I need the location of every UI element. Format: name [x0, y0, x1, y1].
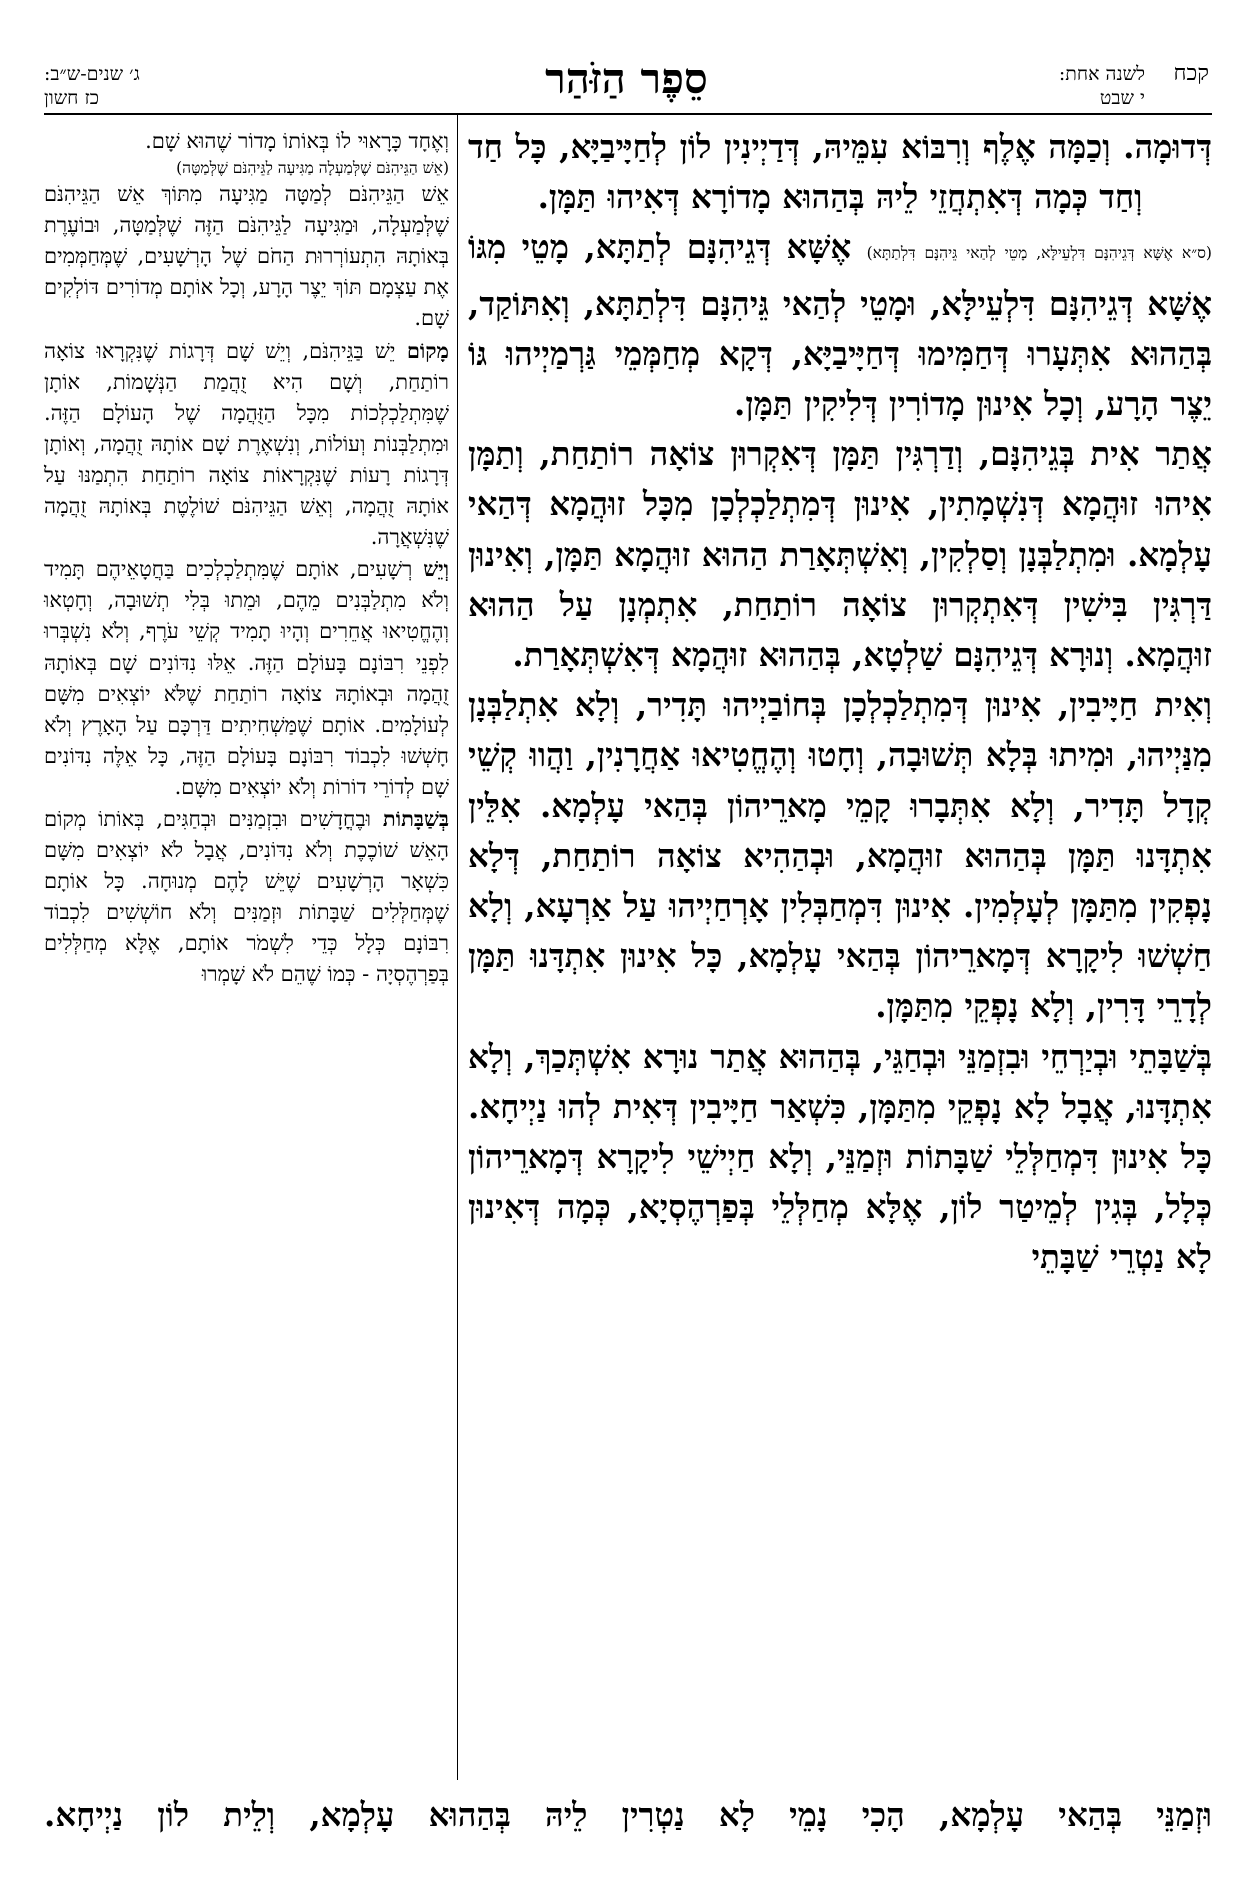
- aramaic-column: [468, 122, 1212, 1283]
- paragraph: [44, 803, 449, 991]
- schedule-line-1: ג׳ שנים-ש״ב:: [44, 63, 140, 85]
- book-title: סֵפֶר הַזֹּהַר: [545, 54, 708, 103]
- paragraph: [468, 1032, 1212, 1283]
- paragraph-lead: וְיֵשׁ: [423, 556, 449, 582]
- paragraph-body: לְתַתָּא, מָטֵי מִגּוֹ אֶשָּׁא דְּגֵיהִנָּם דִּלְעֵילָּא, וּמָטֵי לְהַאי גֵּיהִנָּם דִּלְתַתָּא, וְאִתּוֹקַד, בְּהַהוּא אִתְּעָרוּ דְּחַמִּימוּ דְּחַיָּיבַיָּא, דְּקָא מְחַמְּמֵי גַּרְמַיְיהוּ גּוֹ יֵצֶר הָרָע, וְכָל אִינוּן מָדוֹרִין דְּלִיקִין תַּמָּן.: [468, 227, 1212, 424]
- paragraph-body: חַיָּיבִין, אִינוּן דְּמִתְלַכְלְכָן בְּחוֹבַיְיהוּ תָּדִיר, וְלָא אִתְלַבְּנָן מִנַּיְיהוּ, וּמִיתוּ בְּלָא תְּשׁוּבָה, וְחָטוּ וְהֶחֱטִיאוּ אַחֲרָנִין, וַהֲווּ קְשֵׁי קְדָל תָּדִיר, וְלָא אִתְּבָרוּ קָמֵי מָארֵיהוֹן בְּהַאי עָלְמָא. אִלֵּין אִתְדָּנוּ תַּמָּן בְּהַהוּא זוּהֲמָא, וּבְהַהִיא צוֹאָה רוֹתַחַת, דְּלָא נָפְקִין מִתַּמָּן לְעָלְמִין. אִינוּן דִּמְחַבְּלִין אָרְחַיְיהוּ עַל אַרְעָא, וְלָא חַשְׁשׁוּ לִיקָרָא דְּמָארֵיהוֹן בְּהַאי עָלְמָא, כָּל אִינוּן אִתְדָּנוּ תַּמָּן לְדָרֵי דָּרִין, וְלָא נָפְקֵי מִתַּמָּן.: [468, 685, 1212, 1026]
- paragraph: דְּדוּמָה. וְכַמָּה אֶלֶף וְרִבּוֹא עִמֵּיהּ, דְּדַיְינִין לוֹן לְחַיָּיבַיָּא, כָּל חַד וְחַד כְּמָה דְּאִתְחֲזֵי לֵיהּ בְּהַהוּא מָדוֹרָא דְּאִיהוּ תַּמָּן.: [468, 127, 1212, 217]
- paragraph-body: וּבֶחֳדָשִׁים וּבִזְמַנִּים וּבְחַגִּים, בְּאוֹתוֹ מְקוֹם הָאֵשׁ שׁוֹכֶכֶת וְלֹא נִדּוֹנִים, אֲבָל לֹא יוֹצְאִים מִשָּׁם כִּשְׁאָר הָרְשָׁעִים שֶׁיֵּשׁ לָהֶם מְנוּחָה. כָּל אוֹתָם שֶׁמְּחַלְּלִים שַׁבָּתוֹת וּזְמַנִּים וְלֹא חוֹשְׁשִׁים לִכְבוֹד רִבּוֹנָם כְּלָל כְּדֵי לִשְׁמֹר אוֹתָם, אֶלָּא מְחַלְּלִים בְּפַרְהֶסְיָה - כְּמוֹ שֶׁהֵם לֹא שָׁמְרוּ: [44, 806, 449, 987]
- paragraph-body: וּבְיַרְחֵי וּבִזְמַנֵּי וּבְחַגֵּי, בְּהַהוּא אֲתַר נוּרָא אִשְׁתְּכַךְ, וְלָא אִתְדָּנוּ, אֲבָל לָא נָפְקֵי מִתַּמָּן, כִּשְׁאַר חַיָּיבִין דְּאִית לְהוּ נַיְיחָא. כָּל אִינוּן דִּמְחַלְּלֵי שַׁבָּתוֹת וּזְמַנֵּי, וְלָא חַיְישֵׁי לִיקָרָא דְּמָארֵיהוֹן כְּלָל, בְּגִין לְמֵיטַר לוֹן, אֶלָּא מְחַלְּלֵי בְּפַרְהֶסְיָא, כְּמָה דְּאִינוּן לָא נַטְרֵי שַׁבָּתֵי: [468, 1036, 1212, 1277]
- paragraph: [468, 429, 1212, 680]
- schedule-line-2: כז חשון: [44, 87, 100, 109]
- continuation-line: וּזְמַנֵּי בְּהַאי עָלְמָא, הָכִי נָמֵי לָא נַטְרִין לֵיהּ בְּהַהוּא עָלְמָא, וְלֵית לוֹן נַיְיחָא.: [44, 1795, 1212, 1834]
- schedule-label: [44, 62, 140, 110]
- paragraph-body: רְשָׁעִים, אוֹתָם שֶׁמִּתְלַכְלְכִים בַּחֲטָאֵיהֶם תָּמִיד וְלֹא מִתְלַבְּנִים מֵהֶם, וּמֵתוּ בְּלִי תְשׁוּבָה, וְחָטְאוּ וְהֶחֱטִיאוּ אֲחֵרִים וְהָיוּ תָמִיד קְשֵׁי עֹרֶף, וְלֹא נִשְׁבְּרוּ לִפְנֵי רִבּוֹנָם בָּעוֹלָם הַזֶּה. אֵלּוּ נִדּוֹנִים שָׁם בְּאוֹתָהּ זֻהֲמָה וּבְאוֹתָהּ צוֹאָה רוֹתַחַת שֶׁלֹּא יוֹצְאִים מִשָּׁם לְעוֹלָמִים. אוֹתָם שֶׁמַּשְׁחִיתִים דַּרְכָּם עַל הָאָרֶץ וְלֹא חָשְׁשׁוּ לִכְבוֹד רִבּוֹנָם בָּעוֹלָם הַזֶּה, כָּל אֵלֶּה נִדּוֹנִים שָׁם לְדוֹרֵי דוֹרוֹת וְלֹא יוֹצְאִים מִשָּׁם.: [44, 557, 449, 799]
- paragraph-lead: בְּשַׁבָּתוֹת: [382, 805, 449, 831]
- paragraph-body: יֵשׁ בַּגֵּיהִנֹּם, וְיֵשׁ שָׁם דְּרָגוֹת שֶׁנִּקְרָאוּ צוֹאָה רוֹתַחַת, וְשָׁם הִיא זֻהֲמַת הַנְּשָׁמוֹת, אוֹתָן שֶׁמִּתְלַכְלְכוֹת מִכָּל הַזֻּהֲמָה שֶׁל הָעוֹלָם הַזֶּה. וּמִתְלַבְּנוֹת וְעוֹלוֹת, וְנִשְׁאֶרֶת שָׁם אוֹתָהּ זֻהֲמָה, וְאוֹתָן דְּרָגוֹת רָעוֹת שֶׁנִּקְרָאוֹת צוֹאָה רוֹתַחַת הִתְמַנּוּ עַל אוֹתָהּ זֻהֲמָה, וְאֵשׁ הַגֵּיהִנֹּם שׁוֹלֶטֶת בְּאוֹתָהּ זֻהֲמָה שֶׁנִּשְׁאֲרָה.: [44, 338, 449, 550]
- hebrew-translation-column: [44, 126, 449, 991]
- paragraph-lead: אֶשָּׁא דְּגֵיהִנָּם: [686, 227, 852, 267]
- header-rule: [44, 113, 1212, 115]
- paragraph-lead: אֲתַר: [1155, 434, 1212, 474]
- paragraph-lead: וְאִית: [1154, 685, 1212, 725]
- page-number: קכח: [1173, 61, 1209, 86]
- paragraph: [468, 222, 1212, 429]
- paragraph: [44, 335, 449, 554]
- paragraph: [44, 553, 449, 803]
- daily-study-line-2: י שבט: [1099, 87, 1145, 109]
- paragraph: [468, 680, 1212, 1031]
- paragraph: וְאֶחָד כָּרָאוּי לוֹ בְּאוֹתוֹ מָדוֹר שֶׁהוּא שָׁם.: [145, 129, 449, 153]
- source-note: (אֵשׁ הַגֵּיהִנֹּם שֶׁלְּמַעְלָה מַגִּיעָה לַגֵּיהִנֹּם שֶׁלְּמַטָּה): [176, 159, 449, 178]
- daily-study-line-1: לשנה אחת:: [1058, 63, 1145, 85]
- paragraph-lead: בְּשַׁבָּתֵי: [1129, 1036, 1212, 1076]
- paragraph-body: אֵשׁ הַגֵּיהִנֹּם לְמַטָּה מַגִּיעָה מִתּוֹךְ אֵשׁ הַגֵּיהִנֹּם שֶׁלְּמַעְלָה, וּמַגִּיעָה לַגֵּיהִנֹּם הַזֶּה שֶׁלְּמַטָּה, וּבוֹעֶרֶת בְּאוֹתָהּ הִתְעוֹרְרוּת הַחֹם שֶׁל הָרְשָׁעִים, שֶׁמְּחַמְּמִים אֶת עַצְמָם תּוֹךְ יֵצֶר הָרָע, וְכָל אוֹתָם מְדוֹרִים דּוֹלְקִים שָׁם.: [44, 182, 449, 331]
- paragraph-body: אִית בְּגֵיהִנָּם, וְדַרְגִּין תַּמָּן דְּאִקְרוּן צוֹאָה רוֹתַחַת, וְתַמָּן אִיהוּ זוּהֲמָא דְּנִשְׁמָתִין, אִינוּן דְּמִתְלַכְלְכָן מִכָּל זוּהֲמָא דְּהַאי עָלְמָא. וּמִתְלַבְּנָן וְסַלְקִין, וְאִשְׁתְּאָרַת הַהוּא זוּהֲמָא תַּמָּן, וְאִינוּן דַּרְגִּין בִּישִׁין דְּאִתְקְרוּן צוֹאָה רוֹתַחַת, אִתְמְנָן עַל הַהוּא זוּהֲמָא. וְנוּרָא דְּגֵיהִנָּם שַׁלְטָא, בְּהַהוּא זוּהֲמָא דְּאִשְׁתְּאָרַת.: [468, 434, 1212, 675]
- source-note: (ס״א אֶשָּׁא דְּגֵיהִנָּם דִּלְעֵילָּא, מָטֵי לְהַאי גֵּיהִנָּם דִּלְתַתָּא): [866, 244, 1212, 263]
- column-divider: [457, 113, 458, 1780]
- paragraph: [44, 157, 449, 334]
- paragraph-lead: מָקוֹם: [406, 337, 449, 363]
